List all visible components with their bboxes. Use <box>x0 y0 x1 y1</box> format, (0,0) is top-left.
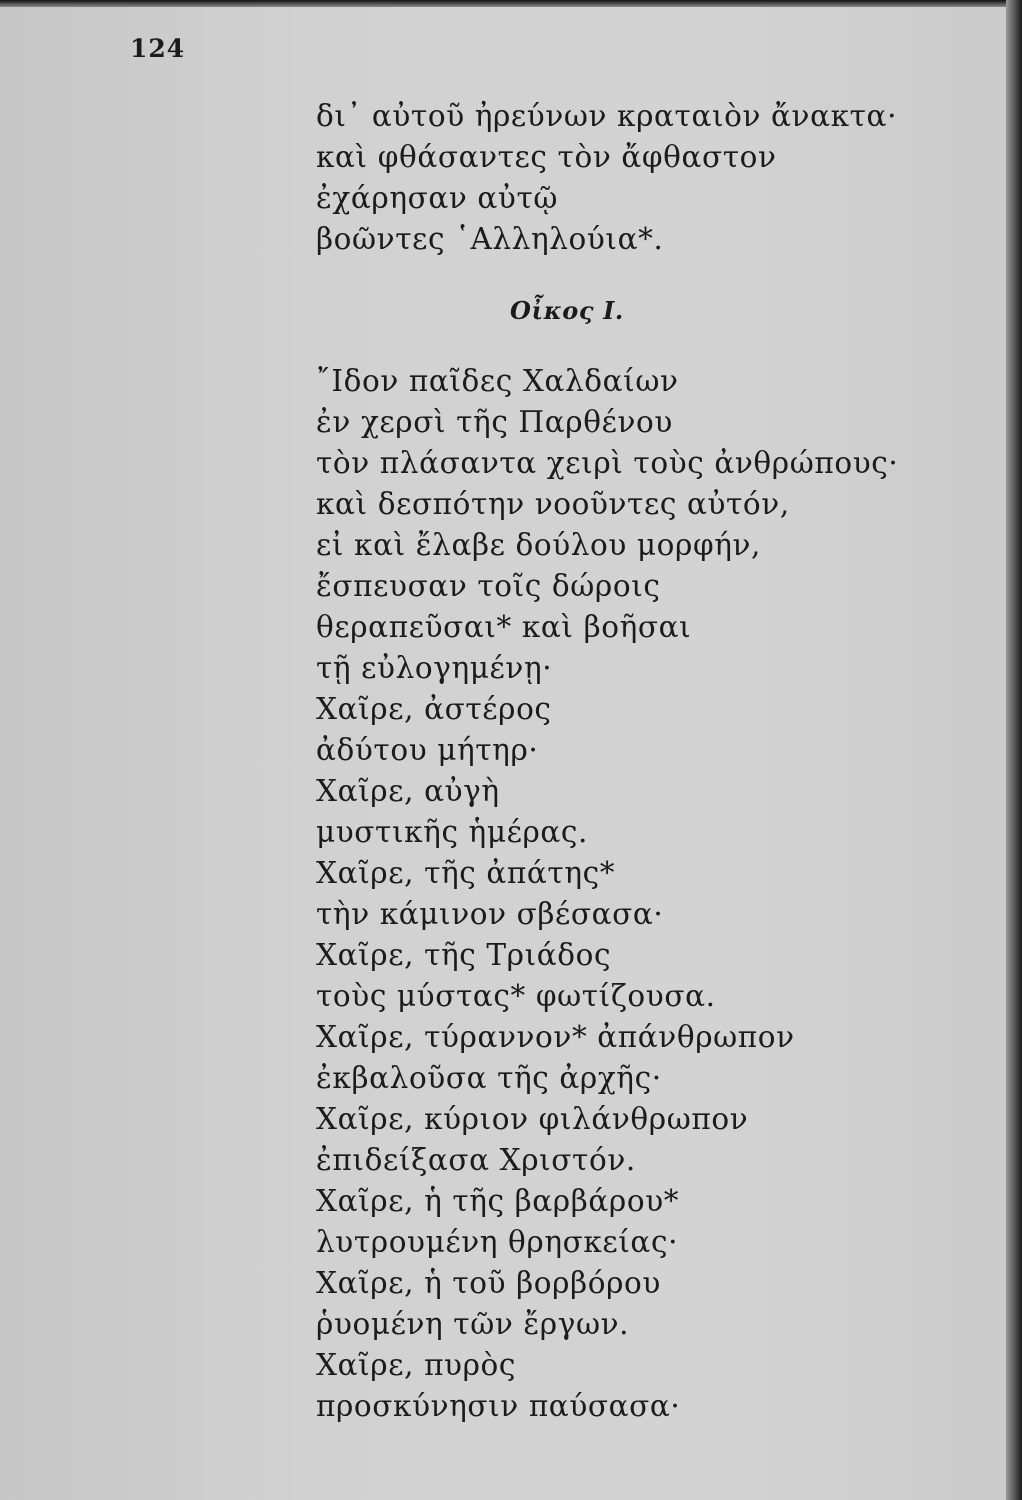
verse-line: ῥυομένη τῶν ἔργων. <box>316 1307 630 1341</box>
hymn-text <box>316 96 936 1427</box>
book-page <box>0 6 1006 1500</box>
verse-line: καὶ δεσπότην νοοῦντες αὐτόν, <box>316 487 790 521</box>
verse-line: ἔσπευσαν τοῖς δώροις <box>316 569 661 603</box>
verse-line: Χαῖρε, τύραννον* ἀπάνθρωπον <box>316 1020 795 1054</box>
verse-line: ἐν χερσὶ τῆς Παρθένου <box>316 405 673 439</box>
verse-line: ἐπιδείξασα Χριστόν. <box>316 1143 636 1177</box>
section-heading: Οἶκος Ι. <box>510 296 624 325</box>
intro-line: δι᾽ αὐτοῦ ἠρεύνων κραταιὸν ἄνακτα· <box>316 99 898 133</box>
verse-line: τὴν κάμινον σβέσασα· <box>316 897 664 931</box>
page-right-edge <box>1006 0 1022 1500</box>
verse-line: λυτρουμένη θρησκείας· <box>316 1225 679 1259</box>
intro-line: βοῶντες ῾Αλληλούια*. <box>316 222 664 256</box>
verse-line: εἰ καὶ ἔλαβε δούλου μορφήν, <box>316 528 762 562</box>
verse-line: Χαῖρε, κύριον φιλάνθρωπον <box>316 1102 749 1136</box>
verse-line: Χαῖρε, ἡ τῆς βαρβάρου* <box>316 1184 680 1218</box>
verse-line: προσκύνησιν παύσασα· <box>316 1389 681 1423</box>
page-top-edge <box>0 0 1022 7</box>
verse-line: μυστικῆς ἡμέρας. <box>316 815 589 849</box>
page-number: 124 <box>130 34 186 63</box>
verse-line: Χαῖρε, ἀστέρος <box>316 692 552 726</box>
intro-line: καὶ φθάσαντες τὸν ἄφθαστον <box>316 140 777 174</box>
verse-line: τοὺς μύστας* φωτίζουσα. <box>316 979 716 1013</box>
verse-line: ἀδύτου μήτηρ· <box>316 733 539 767</box>
verse-line: θεραπεῦσαι* καὶ βοῆσαι <box>316 610 692 644</box>
verse-line: Χαῖρε, τῆς ἀπάτης* <box>316 856 616 890</box>
verse-line: τὸν πλάσαντα χειρὶ τοὺς ἀνθρώπους· <box>316 446 899 480</box>
verse-line: ἐκβαλοῦσα τῆς ἀρχῆς· <box>316 1061 662 1095</box>
verse-line: Χαῖρε, πυρὸς <box>316 1348 517 1382</box>
verse-line: Χαῖρε, ἡ τοῦ βορβόρου <box>316 1266 661 1300</box>
verse-line: Χαῖρε, αὐγὴ <box>316 774 500 808</box>
verse-line: ῎Ιδον παῖδες Χαλδαίων <box>316 364 679 398</box>
verse-line: τῇ εὐλογημένῃ· <box>316 651 553 685</box>
verse-line: Χαῖρε, τῆς Τριάδος <box>316 938 612 972</box>
intro-line: ἐχάρησαν αὐτῷ <box>316 181 559 215</box>
